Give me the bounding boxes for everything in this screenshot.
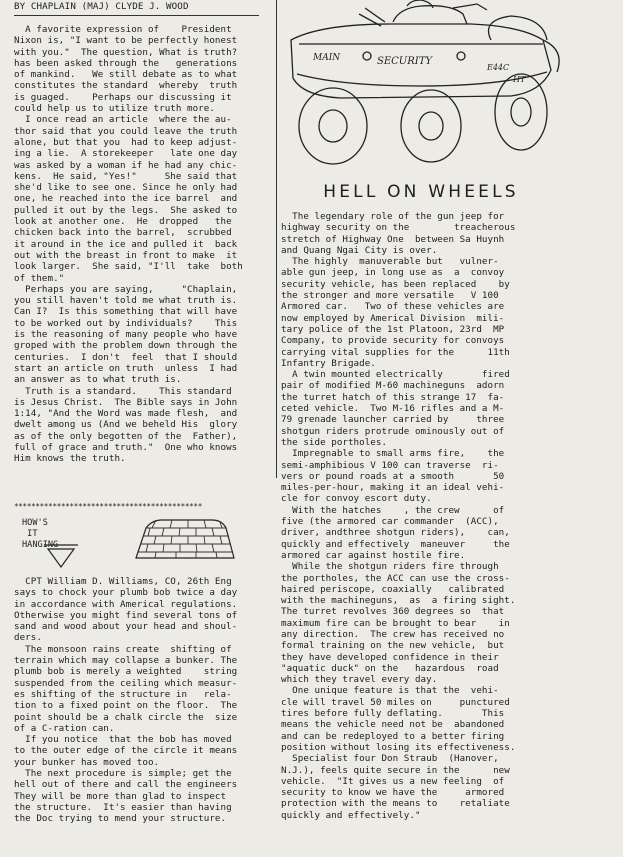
- sketch-label-number: E44C: [487, 63, 510, 72]
- hell-on-wheels-title: HELL ON WHEELS: [323, 182, 519, 202]
- byline-underline: [14, 15, 259, 16]
- plumb-bob-article-body: CPT William D. Williams, CO, 26th Eng says to chock your plumb bob twice a day in accordance with Americal regulations. Otherwise you might find several tons of sand and wood about your head and shoul- ders. The monsoon rains create shifting of terrain which may collapse a bunker. The plumb bob is merely a weighted string suspended from the ceiling which measur- es shifting of the structure in rela- tion to a fixed point on the floor. The point should be a chalk circle the size of a C-ration can. If you notice that the bob has moved to the outer edge of the circle it means your bunker has moved too. The next procedure is simple; get the hell out of there and call the engineers They will be more than glad to inspect the structure. It's easier than having the Doc trying to mend your structure.: [14, 576, 238, 825]
- section-separator: ********************************************: [14, 502, 202, 511]
- chaplain-article-body: A favorite expression of President Nixon is, "I want to be perfectly honest with you." The question, What is truth? has been asked through the generations of mankind. We still debate as to what constitutes the standard whereby truth is guaged. Perhaps our discussing it could help us to utilize truth more. I once read an article where the au- thor said that you could leave the truth alone, but that you had to keep adjust- ing a lie. A storekeeper late one day was asked by a woman if he had any chic- kens. He said, "Yes!" She said that she'd like to see one. Since he only had one, he reached into the ice barrel and pulled it out by the legs. She asked to look at another one. He dropped the chicken back into the barrel, scrubbed it around in the ice and pulled it back out with the breast in front to make it look larger. She said, "I'll take both of them." Perhaps you are saying, "Chaplain, you still haven't told me what truth is. Can I? Is this something that will have to be worked out by individuals? This is the reasoning of many people who have groped with the problem down through the centuries. I don't feel that I should start an article on truth unless I had an answer as to what truth is. Truth is a standard. This standard is Jesus Christ. The Bible says in John 1:14, "And the Word was made flesh, and dwelt among us (And we beheld His glory as of the only begotten of the Father), full of grace and truth." One who knows Him knows the truth.: [14, 24, 243, 465]
- column-divider: [276, 0, 277, 478]
- sketch-label-security: SECURITY: [377, 56, 432, 67]
- sketch-label-ht: HT: [513, 75, 526, 84]
- chaplain-byline: BY CHAPLAIN (MAJ) CLYDE J. WOOD: [14, 1, 189, 12]
- plumb-bob-icon: [44, 543, 78, 569]
- hows-it-hanging-title: HOW'S IT HANGING: [22, 518, 59, 550]
- armored-car-sketch: [281, 0, 581, 178]
- hell-on-wheels-body: The legendary role of the gun jeep for highway security on the treacherous stretch of Highway One between Sa Huynh and Quang Ngai City is over. The highly manuverable but vulner- able gun jeep, in long use as a convoy security vehicle, has been replaced by the stronger and more versatile V 100 Armored car. Two of these vehicles are now employed by Americal Division mili- tary police of the 1st Platoon, 23rd MP Company, to provide security for convoys carrying vital supplies for the 11th Infantry Brigade. A twin mounted electrically fired pair of modified M-60 machineguns adorn the turret hatch of this strange 17 fa- ceted vehicle. Two M-16 rifles and a M- 79 grenade launcher carried by three shotgun riders protrude ominously out of the side portholes. Impregnable to small arms fire, the semi-amphibious V 100 can traverse ri- vers or pound roads at a smooth 50 miles-per-hour, making it an ideal vehi- cle for convoy escort duty. With the hatches , the crew of five (the armored car commander (ACC), driver, andthree shotgun riders), can, quickly and effectively maneuver the armored car against hostile fire. While the shotgun riders fire through the portholes, the ACC can use the cross- haired periscope, coaxially calibrated with the machineguns, as a firing sight. The turret revolves 360 degrees so that maximum fire can be brought to bear in any direction. The crew has received no formal training on the new vehicle, but they have developed confidence in their "aquatic duck" on the hazardous road which they travel every day. One unique feature is that the vehi- cle will travel 50 miles on punctured tires before fully deflating. This means the vehicle need not be abandoned and can be redeployed to a better firing position without losing its effectiveness. Specialist four Don Straub (Hanover, N.J.), feels quite secure in the new vehicle. "It gives us a new feeling of security to know we have the armored protection with the means to retaliate quickly and effectively.": [281, 211, 516, 821]
- sketch-label-main: MAIN: [313, 53, 341, 63]
- sandbag-bunker-icon: [132, 514, 238, 562]
